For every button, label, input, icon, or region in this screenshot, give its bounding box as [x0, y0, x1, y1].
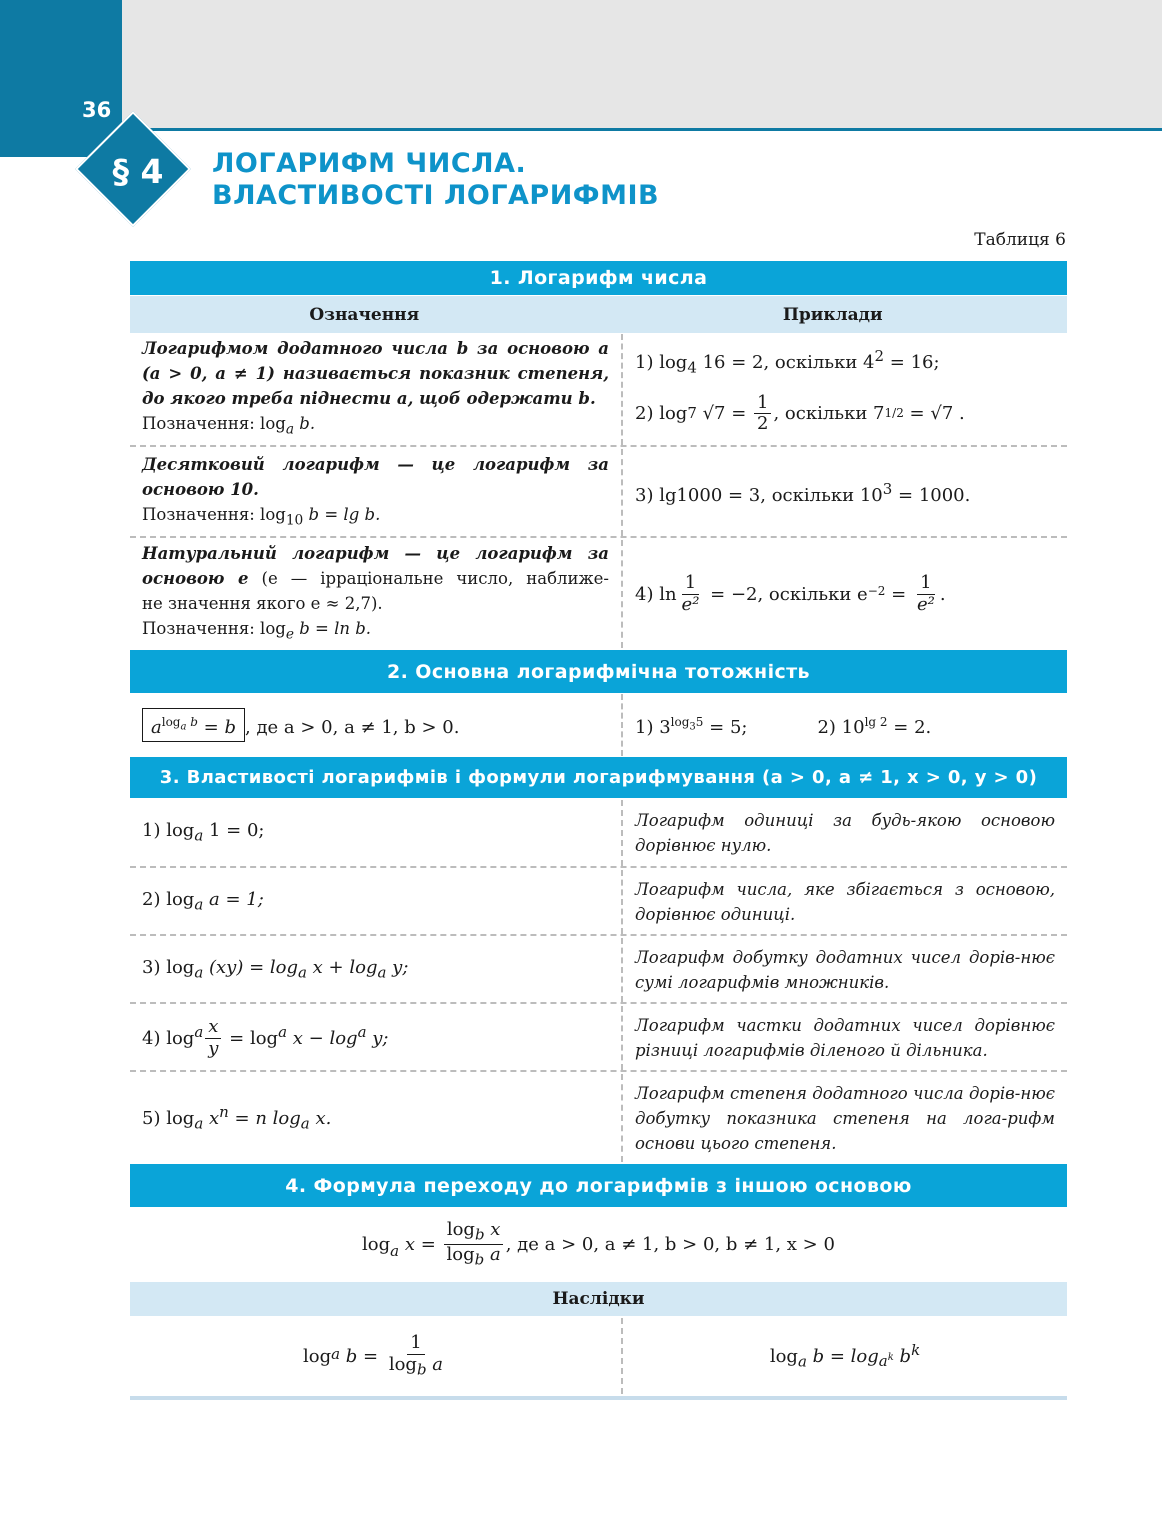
def-text-1: Логарифмом додатного числа b за основою a: [142, 339, 609, 359]
row-decimal-log: [130, 449, 1067, 538]
property-row-2: [130, 870, 1067, 936]
fraction-1-2: $\frac{1}{2}$: [754, 393, 771, 435]
consequences-header: Наслідки: [130, 1282, 1067, 1316]
natural-def-2: основою e (e — ірраціональне число, наближе-: [142, 568, 609, 588]
log-examples-cell: [623, 334, 1067, 445]
identity-examples: 1) $3^{log_35} = 5$; 2) $10^{lg 2} = 2$.: [635, 715, 932, 738]
identity-cell: [130, 694, 623, 756]
natural-def-3: не значення якого e ≈ 2,7).: [142, 593, 383, 613]
fraction-1-e2: $\frac{1}{\text{e²}}$: [681, 571, 700, 615]
natural-def-1: Натуральний логарифм — це логарифм за: [142, 543, 609, 563]
fraction-1-e2-b: $\frac{1}{\text{e²}}$: [916, 571, 935, 615]
decimal-log-cell: [130, 449, 623, 536]
decimal-notation: Позначення: $\log_{10} b = \lg b$.: [142, 504, 381, 529]
page-tab: [0, 0, 122, 157]
block4-title: 4. Формула переходу до логарифмів з іншою основою: [130, 1164, 1067, 1207]
heading-line-1: ЛОГАРИФМ ЧИСЛА.: [212, 148, 527, 179]
property-row-1: [130, 800, 1067, 868]
row-natural-log: [130, 540, 1067, 648]
decimal-def-2: основою 10.: [142, 479, 259, 499]
property-row-4: [130, 1006, 1067, 1072]
property-2-desc: Логарифм числа, яке збігається з основою, дорівнює одиниці.: [635, 880, 1055, 924]
example-3: 3) lg1000 = 3, оскільки $10^3 = 1000$.: [635, 480, 971, 506]
block3-title: 3. Властивості логарифмів і формули логарифмування (a > 0, a ≠ 1, x > 0, y > 0): [130, 757, 1067, 798]
table-label: Таблиця 6: [974, 230, 1066, 250]
property-5-desc: Логарифм степеня додатного числа дорів-нює добутку показника степеня на лога-рифм основи цього степеня.: [635, 1083, 1055, 1153]
example-4: 4) ln $\frac{1}{\text{e²}}$ = −2, оскільки e −2 = $\frac{1}{\text{e²}}$ .: [635, 571, 946, 615]
page-heading: [212, 148, 659, 212]
block1-subhead: [130, 296, 1067, 333]
natural-example-cell: [623, 540, 1067, 648]
col-examples-header: Приклади: [782, 304, 883, 325]
consequence-2: $\log_a b = \log_{a^k} b^k$: [769, 1340, 921, 1371]
property-row-5: [130, 1074, 1067, 1162]
property-4-formula: 4) log $^a$ $\frac{x}{y}$ = log $^a$ x − log $^a$ y;: [130, 1006, 623, 1070]
def-text-3: до якого треба піднести a, щоб одержати b.: [142, 389, 596, 409]
top-bar: [0, 0, 1162, 128]
example-1: 1) $\log_4 16 = 2$, оскільки $4^2 = 16$;: [635, 347, 940, 377]
consequence-1: log a b = $\frac{1}{\log_b a}$: [130, 1318, 623, 1394]
table-bottom-rule: [130, 1396, 1067, 1400]
property-3-formula: 3) $\log_a (xy) = \log_a x + \log_a y$;: [130, 938, 623, 1002]
heading-line-2: ВЛАСТИВОСТІ ЛОГАРИФМІВ: [212, 180, 660, 211]
block1-title: 1. Логарифм числа: [130, 261, 1067, 295]
def-text-2: (a > 0, a ≠ 1) називається показник степеня,: [142, 364, 609, 384]
example-2: 2) log 7 √7 = $\frac{1}{2}$ , оскільки 7 1/2 = √7 .: [635, 391, 965, 435]
property-1-desc: Логарифм одиниці за будь-якою основою дорівнює нулю.: [635, 811, 1055, 855]
decimal-def-1: Десятковий логарифм — це логарифм за: [142, 454, 609, 474]
property-5-formula: 5) $\log_a x^n = n$ $\log_a x$.: [130, 1074, 623, 1162]
change-of-base-fraction: $\frac{\log_b x}{\log_b a}$: [444, 1220, 504, 1269]
identity-examples-cell: [623, 694, 1067, 756]
property-3-desc: Логарифм добутку додатних чисел дорів-нює сумі логарифмів множників.: [635, 948, 1055, 992]
property-1-formula: 1) $\log_a 1 = 0$;: [130, 800, 623, 866]
property-row-3: [130, 938, 1067, 1004]
property-4-desc: Логарифм частки додатних чисел дорівнює різниці логарифмів діленого й дільника.: [635, 1016, 1055, 1060]
fraction-x-y: $\frac{x}{y}$: [205, 1017, 221, 1059]
property-2-formula: 2) $\log_a a = 1$;: [130, 870, 623, 934]
identity-box: $a^{log_a b} = b$: [142, 708, 245, 742]
natural-log-cell: [130, 540, 623, 648]
col-definition-header: Означення: [309, 304, 420, 325]
def-notation: Позначення: $\log_a b$.: [142, 414, 316, 438]
block2-title: 2. Основна логарифмічна тотожність: [130, 650, 1067, 693]
header-rule: [0, 128, 1162, 131]
page-number: 36: [82, 98, 112, 122]
section-number: § 4: [112, 152, 164, 191]
log-definition-cell: [130, 334, 623, 445]
change-of-base-formula: log $_a$ x = $\frac{\log_b x}{\log_b a}$ , де a > 0, a ≠ 1, b > 0, b ≠ 1, x > 0: [362, 1218, 835, 1269]
row-log-definition: [130, 334, 1067, 447]
identity-formula: $a^{log_a b} = b$ , де a > 0, a ≠ 1, b > 0.: [142, 708, 609, 742]
consequence-1-fraction: $\frac{1}{\log_b a}$: [388, 1332, 444, 1379]
decimal-example-cell: [623, 449, 1067, 536]
row-identity: [130, 694, 1067, 756]
natural-notation: Позначення: $\log_e b = \ln b$.: [142, 618, 372, 643]
consequences-row: [130, 1318, 1067, 1394]
